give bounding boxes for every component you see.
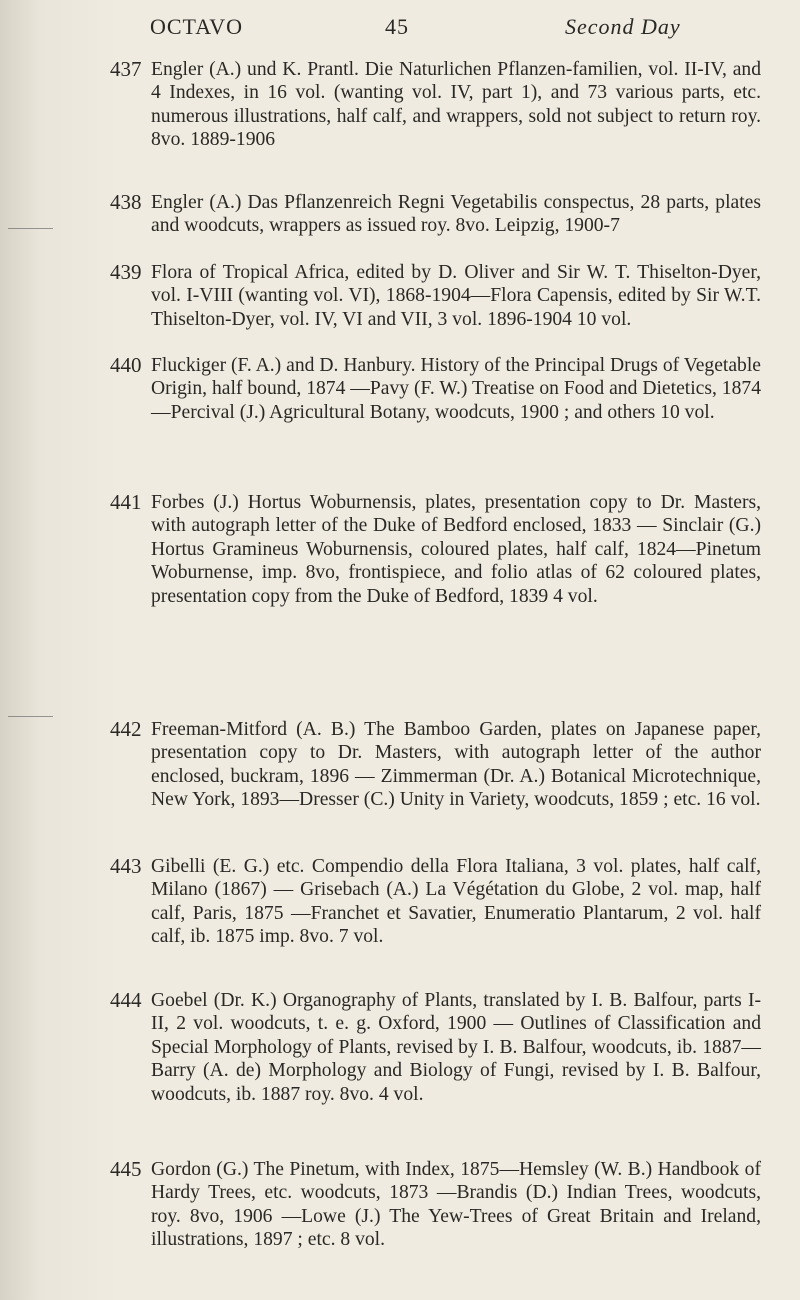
- lot-description: Engler (A.) und K. Prantl. Die Naturlichen Pflanzen-familien, vol. II-IV, and 4 Indexes, in 16 vol. (wanting vol. IV, part 1), and 73 various parts, etc. numerous illustrations, half calf, and wrappers, sold not subject to return roy. 8vo. 1889-1906: [151, 59, 761, 151]
- lot-number: 441: [110, 490, 142, 514]
- header-sale-day: Second Day: [565, 14, 681, 39]
- lot-description: Fluckiger (F. A.) and D. Hanbury. History of the Principal Drugs of Vegetable Origin, half bound, 1874 —Pavy (F. W.) Treatise on Food and Dietetics, 1874—Percival (J.) Agricultural Botany, woodcuts, 1900 ; and others 10 vol.: [151, 355, 761, 423]
- lot-description: Forbes (J.) Hortus Woburnensis, plates, presentation copy to Dr. Masters, with autograph letter of the Duke of Bedford enclosed, 1833 — Sinclair (G.) Hortus Gramineus Woburnensis, coloured plates, half calf, 1824—Pinetum Woburnense, imp. 8vo, frontispiece, and folio atlas of 62 coloured plates, presentation copy from the Duke of Bedford, 1839 4 vol.: [151, 492, 761, 607]
- lot-number: 442: [110, 717, 142, 741]
- lot-number: 440: [110, 353, 142, 377]
- margin-mark: [8, 228, 53, 229]
- page-header: [0, 14, 800, 44]
- lot-number: 443: [110, 854, 142, 878]
- margin-mark: [8, 716, 53, 717]
- lot-number: 439: [110, 260, 142, 284]
- lot-description: Freeman-Mitford (A. B.) The Bamboo Garden, plates on Japanese paper, presentation copy to Dr. Masters, with autograph letter of the author enclosed, buckram, 1896 — Zimmerman (Dr. A.) Botanical Microtechnique, New York, 1893—Dresser (C.) Unity in Variety, woodcuts, 1859 ; etc. 16 vol.: [151, 719, 761, 811]
- lot-description: Gibelli (E. G.) etc. Compendio della Flora Italiana, 3 vol. plates, half calf, Milano (1867) — Grisebach (A.) La Végétation du Globe, 2 vol. map, half calf, Paris, 1875 —Franchet et Savatier, Enumeratio Plantarum, 2 vol. half calf, ib. 1875 imp. 8vo. 7 vol.: [151, 856, 761, 948]
- lot-number: 444: [110, 988, 142, 1012]
- page-number: 45: [385, 14, 409, 39]
- lot-number: 437: [110, 57, 142, 81]
- lot-description: Goebel (Dr. K.) Organography of Plants, translated by I. B. Balfour, parts I-II, 2 vol. woodcuts, t. e. g. Oxford, 1900 — Outlines of Classification and Special Morphology of Plants, revised by I. B. Balfour, woodcuts, ib. 1887—Barry (A. de) Morphology and Biology of Fungi, revised by I. B. Balfour, woodcuts, ib. 1887 roy. 8vo. 4 vol.: [151, 990, 761, 1105]
- lot-description: Engler (A.) Das Pflanzenreich Regni Vegetabilis conspectus, 28 parts, plates and woodcuts, wrappers as issued roy. 8vo. Leipzig, 1900-7: [151, 192, 761, 237]
- lot-description: Flora of Tropical Africa, edited by D. Oliver and Sir W. T. Thiselton-Dyer, vol. I-VIII (wanting vol. VI), 1868-1904—Flora Capensis, edited by Sir W.T. Thiselton-Dyer, vol. IV, VI and VII, 3 vol. 1896-1904 10 vol.: [151, 262, 761, 330]
- lot-number: 445: [110, 1157, 142, 1181]
- lot-number: 438: [110, 190, 142, 214]
- lot-description: Gordon (G.) The Pinetum, with Index, 1875—Hemsley (W. B.) Handbook of Hardy Trees, etc. woodcuts, 1873 —Brandis (D.) Indian Trees, woodcuts, roy. 8vo, 1906 —Lowe (J.) The Yew-Trees of Great Britain and Ireland, illustrations, 1897 ; etc. 8 vol.: [151, 1159, 761, 1251]
- header-format: OCTAVO: [150, 14, 244, 39]
